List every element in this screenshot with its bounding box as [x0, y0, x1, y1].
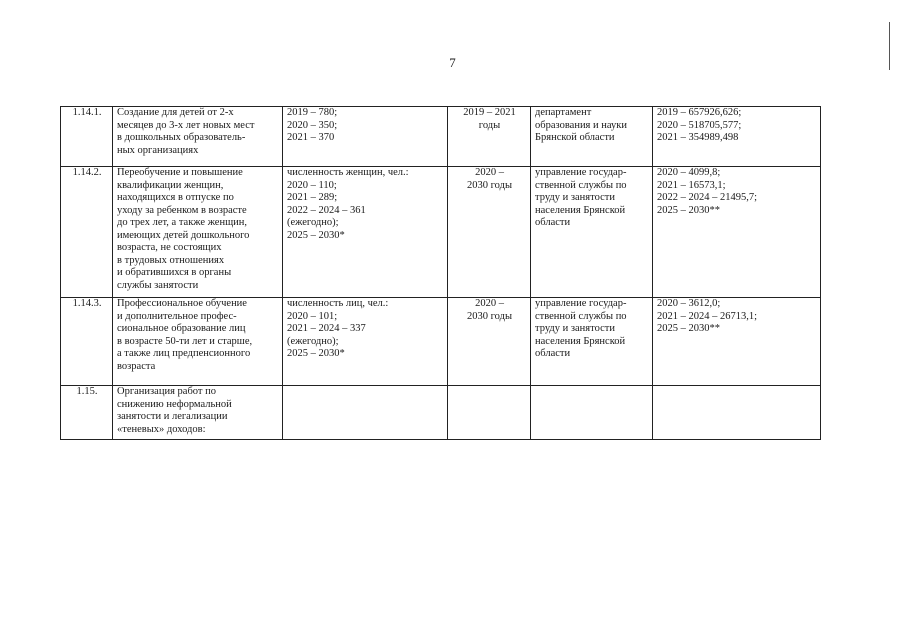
cell-line: в трудовых отношениях [117, 254, 225, 266]
cell-line: и обратившихся в органы [117, 267, 232, 278]
cell-line: образования и науки [535, 119, 627, 131]
cell-line: 2030 годы [466, 310, 512, 322]
cell-item-number: 1.15. [61, 386, 113, 440]
cell-line: 2019 – 780; [287, 107, 338, 118]
cell-executor [531, 107, 653, 167]
table-row [61, 386, 821, 440]
cell-line: (ежегодно); [287, 335, 339, 347]
cell-line: службы занятости [117, 279, 199, 291]
cell-line: уходу за ребенком в возрасте [117, 204, 247, 216]
cell-line: 2020 – 4099,8; [657, 167, 721, 178]
cell-item-number: 1.14.3. [61, 298, 113, 386]
table-row [61, 298, 821, 386]
cell-line: возраста, не состоящих [117, 242, 222, 253]
cell-line: Организация работ по [117, 386, 216, 397]
cell-line: 2020 – 101; [287, 310, 338, 322]
cell-line: ственной службы по [535, 310, 627, 322]
cell-line: 2020 – 3612,0; [657, 298, 721, 309]
cell-line: 2021 – 2024 – 337 [287, 323, 366, 334]
cell-line: 2021 – 289; [287, 192, 338, 203]
cell-line: 2019 – 2021 [463, 107, 516, 118]
cell-line: месяцев до 3-х лет новых мест [117, 119, 255, 131]
cell-line: Профессиональное обучение [117, 298, 247, 309]
cell-period [448, 386, 531, 440]
cell-line: труду и занятости [535, 323, 615, 334]
cell-line: 2020 – 350; [287, 119, 338, 131]
cell-period [448, 107, 531, 167]
cell-line: 2020 – 110; [287, 179, 337, 191]
cell-line: годы [478, 119, 501, 131]
cell-indicator [283, 386, 448, 440]
scan-edge-mark [889, 22, 890, 70]
cell-line: (ежегодно); [287, 217, 339, 228]
measures-table-body [61, 107, 821, 440]
cell-line: ных организациях [117, 144, 199, 156]
cell-line: имеющих детей дошкольного [117, 229, 250, 241]
cell-line: Переобучение и повышение [117, 167, 243, 178]
cell-line: управление государ- [535, 298, 627, 309]
cell-line: департамент [535, 107, 592, 118]
cell-period [448, 298, 531, 386]
cell-line: «теневых» доходов: [117, 423, 206, 435]
cell-line: 2030 годы [466, 179, 512, 191]
cell-funding [653, 167, 821, 298]
cell-line: снижению неформальной [117, 398, 232, 410]
cell-line: 2020 – 518705,577; [657, 119, 742, 131]
cell-indicator [283, 167, 448, 298]
cell-line: управление государ- [535, 167, 627, 178]
table-row [61, 167, 821, 298]
cell-line: 2021 – 16573,1; [657, 179, 726, 191]
cell-line: ственной службы по [535, 179, 627, 191]
cell-line: населения Брянской [535, 335, 626, 347]
cell-executor [531, 167, 653, 298]
cell-line: труду и занятости [535, 192, 615, 203]
cell-line: квалификации женщин, [117, 179, 224, 191]
cell-executor [531, 386, 653, 440]
cell-line: 2025 – 2030* [287, 348, 345, 359]
cell-line: 2021 – 2024 – 26713,1; [657, 310, 758, 322]
cell-line: Брянской области [535, 132, 615, 143]
cell-funding [653, 298, 821, 386]
table-row [61, 107, 821, 167]
cell-line: численность лиц, чел.: [287, 298, 389, 309]
cell-period [448, 167, 531, 298]
cell-line: в дошкольных образователь- [117, 132, 246, 143]
cell-funding [653, 107, 821, 167]
cell-line: а также лиц предпенсионного [117, 348, 251, 359]
cell-line: населения Брянской [535, 204, 626, 216]
cell-line: 2022 – 2024 – 21495,7; [657, 192, 758, 203]
cell-line: численность женщин, чел.: [287, 167, 409, 178]
cell-line: области [535, 217, 571, 228]
cell-line: 2025 – 2030** [657, 323, 720, 334]
cell-indicator [283, 298, 448, 386]
cell-line: сиональное образование лиц [117, 323, 246, 334]
cell-funding [653, 386, 821, 440]
cell-measure [113, 298, 283, 386]
cell-item-number: 1.14.2. [61, 167, 113, 298]
cell-line: 2025 – 2030** [657, 204, 720, 216]
cell-line: в возрасте 50-ти лет и старше, [117, 335, 253, 347]
cell-line: 2021 – 370 [287, 132, 335, 143]
measures-table [60, 106, 821, 440]
page-number: 7 [449, 55, 456, 70]
cell-item-number: 1.14.1. [61, 107, 113, 167]
cell-line: находящихся в отпуске по [117, 192, 234, 203]
cell-measure [113, 167, 283, 298]
cell-line: 2025 – 2030* [287, 229, 345, 241]
cell-line: области [535, 348, 571, 359]
cell-line: занятости и легализации [117, 411, 228, 422]
cell-line: до трех лет, а также женщин, [117, 217, 248, 228]
cell-line: 2022 – 2024 – 361 [287, 204, 366, 216]
cell-line: и дополнительное профес- [117, 310, 237, 322]
cell-line: Создание для детей от 2-х [117, 107, 234, 118]
cell-line: 2020 – [475, 167, 504, 178]
cell-measure [113, 107, 283, 167]
cell-indicator [283, 107, 448, 167]
cell-line: 2020 – [475, 298, 504, 309]
cell-measure [113, 386, 283, 440]
cell-executor [531, 298, 653, 386]
cell-line: 2021 – 354989,498 [657, 132, 739, 143]
cell-line: возраста [117, 360, 156, 372]
cell-line: 2019 – 657926,626; [657, 107, 742, 118]
